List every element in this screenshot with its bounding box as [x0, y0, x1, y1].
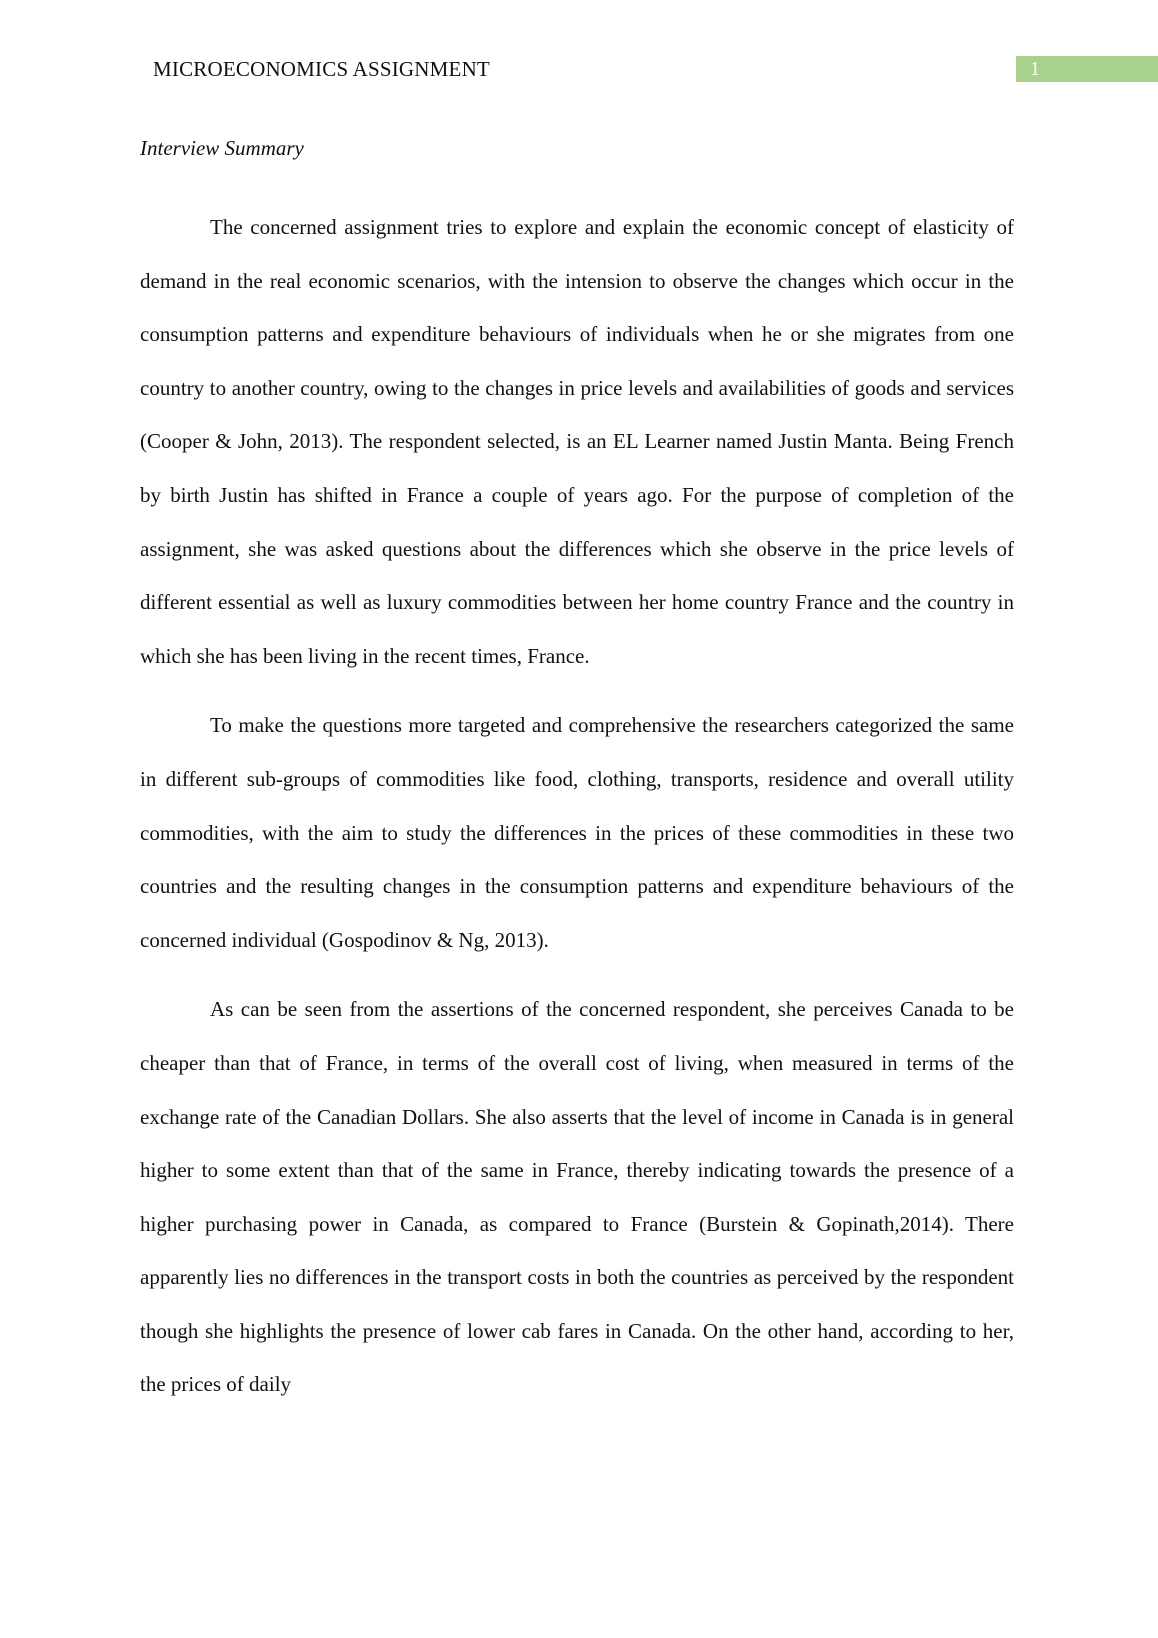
paragraph-1: The concerned assignment tries to explore and explain the economic concept of elasticity of demand in the real economic scenarios, with the intension to observe the changes which occur in the consumption patterns and expenditure behaviours of individuals when he or she migrates from one country to another country, owing to the changes in price levels and availabilities of goods and services (Cooper & John, 2013). The respondent selected, is an EL Learner named Justin Manta. Being French by birth Justin has shifted in France a couple of years ago. For the purpose of completion of the assignment, she was asked questions about the differences which she observe in the price levels of different essential as well as luxury commodities between her home country France and the country in which she has been living in the recent times, France. — [140, 215, 1014, 668]
document-body — [140, 133, 1014, 1428]
running-header: MICROECONOMICS ASSIGNMENT — [153, 57, 490, 81]
paragraph-2: To make the questions more targeted and comprehensive the researchers categorized the same in different sub-groups of commodities like food, clothing, transports, residence and overall utility commodities, with the aim to study the differences in the prices of these commodities in these two countries and the resulting changes in the consumption patterns and expenditure behaviours of the concerned individual (Gospodinov & Ng, 2013). — [140, 713, 1014, 952]
paragraph-3: As can be seen from the assertions of the concerned respondent, she perceives Canada to be cheaper than that of France, in terms of the overall cost of living, when measured in terms of the exchange rate of the Canadian Dollars. She also asserts that the level of income in Canada is in general higher to some extent than that of the same in France, thereby indicating towards the presence of a higher purchasing power in Canada, as compared to France (Burstein & Gopinath,2014). There apparently lies no differences in the transport costs in both the countries as perceived by the respondent though she highlights the presence of lower cab fares in Canada. On the other hand, according to her, the prices of daily — [140, 997, 1014, 1397]
page-number: 1 — [1016, 56, 1158, 82]
section-heading: Interview Summary — [140, 136, 304, 160]
